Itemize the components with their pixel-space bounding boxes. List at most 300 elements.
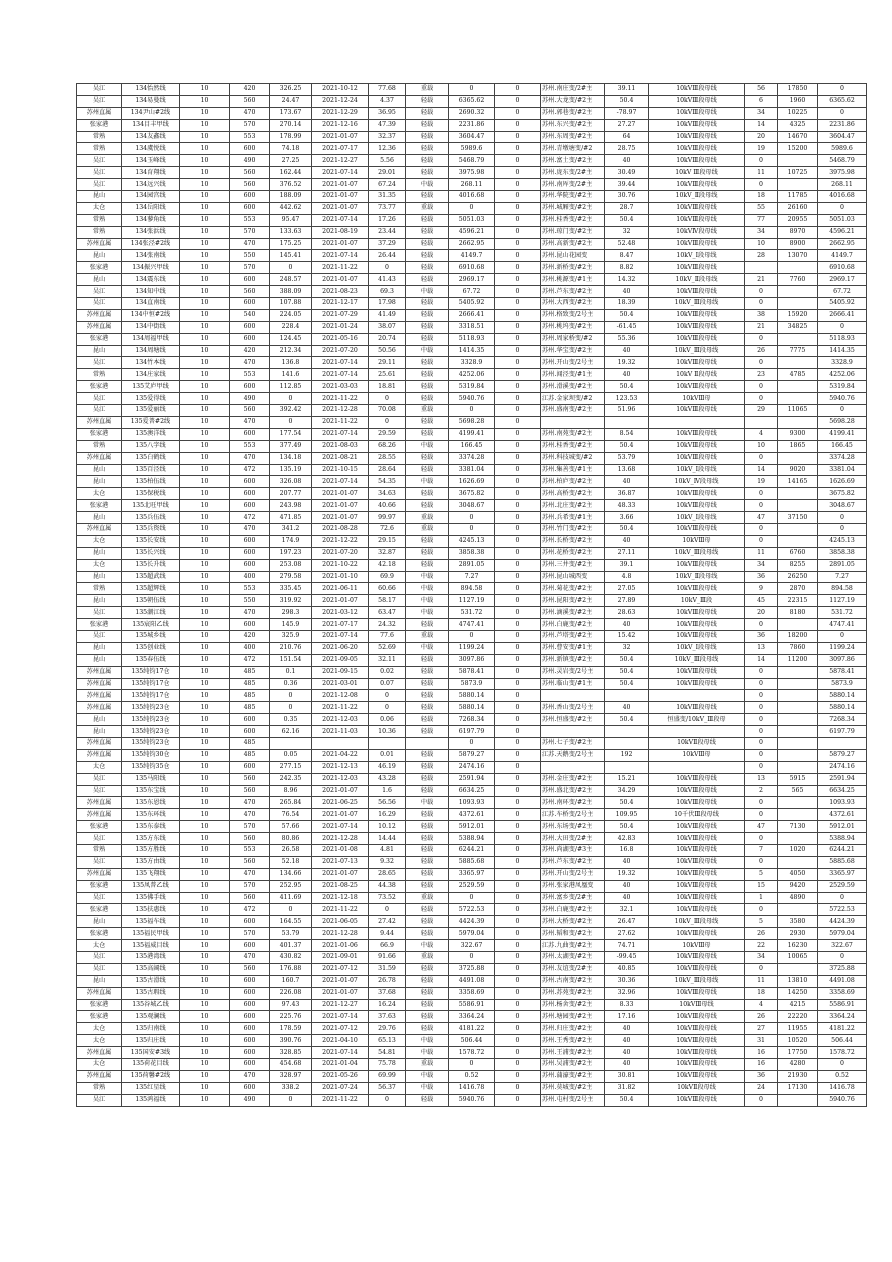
cell-open-capacity: 6634.25 — [818, 785, 867, 797]
cell-open-capacity: 3975.98 — [818, 167, 867, 179]
cell-voltage-kv: 10 — [180, 345, 230, 357]
cell-installed-capacity — [778, 963, 818, 975]
cell-user-count: 0 — [745, 666, 778, 678]
cell-substation-transformer: 苏州.蒲濠变/#2主 — [541, 1070, 605, 1082]
cell-peak-date: 2021-10-15 — [312, 464, 369, 476]
cell-voltage-kv: 10 — [180, 143, 230, 155]
cell-rated-capacity: 600 — [230, 761, 270, 773]
cell-voltage-kv: 10 — [180, 179, 230, 191]
cell-bus-section: 10kVⅢ段母线 — [649, 797, 745, 809]
cell-line-name: 135凤普乙线 — [122, 880, 180, 892]
cell-user-count: 34 — [745, 107, 778, 119]
cell-user-count: 0 — [745, 155, 778, 167]
cell-transformer-load-rate: 40 — [605, 1023, 649, 1035]
cell-substation-transformer: 苏州.东周变/#2主 — [541, 131, 605, 143]
cell-load-status: 轻载 — [406, 381, 449, 393]
cell-peak-date: 2021-12-28 — [312, 405, 369, 417]
cell-bus-section: 10kVⅢ母 — [649, 535, 745, 547]
cell-max-load: 377.49 — [270, 440, 312, 452]
cell-rated-capacity: 553 — [230, 845, 270, 857]
cell-load-rate: 50.56 — [369, 345, 406, 357]
cell-open-capacity: 5885.68 — [818, 856, 867, 868]
cell-load-status: 中载 — [406, 440, 449, 452]
cell-peak-date: 2021-09-05 — [312, 654, 369, 666]
cell-available-capacity: 322.67 — [449, 940, 495, 952]
cell-user-count: 0 — [745, 749, 778, 761]
cell-installed-capacity: 7760 — [778, 274, 818, 286]
cell-open-capacity: 0 — [818, 405, 867, 417]
cell-substation-transformer: 苏州.曹安变/#1主 — [541, 642, 605, 654]
cell-max-load: 164.55 — [270, 916, 312, 928]
cell-max-load: 145.9 — [270, 619, 312, 631]
cell-load-status: 轻载 — [406, 321, 449, 333]
cell-bus-section: 10kV_Ⅰ段母线 — [649, 512, 745, 524]
table-row — [77, 654, 867, 666]
cell-open-capacity: 0 — [818, 512, 867, 524]
cell-load-rate: 0 — [369, 904, 406, 916]
cell-load-status: 轻载 — [406, 428, 449, 440]
cell-voltage-kv: 10 — [180, 678, 230, 690]
cell-line-name: 134玉峰线 — [122, 155, 180, 167]
cell-load-status: 轻载 — [406, 155, 449, 167]
cell-reserved-capacity: 0 — [495, 868, 541, 880]
cell-transformer-load-rate: 3.66 — [605, 512, 649, 524]
cell-transformer-load-rate: 64 — [605, 131, 649, 143]
cell-user-count: 0 — [745, 797, 778, 809]
cell-reserved-capacity: 0 — [495, 999, 541, 1011]
cell-substation-transformer: 苏州.王浦变/#2主 — [541, 1047, 605, 1059]
cell-region: 昆山 — [77, 975, 122, 987]
cell-reserved-capacity: 0 — [495, 690, 541, 702]
table-row — [77, 666, 867, 678]
cell-rated-capacity: 600 — [230, 1023, 270, 1035]
cell-rated-capacity: 470 — [230, 452, 270, 464]
cell-load-status: 中载 — [406, 607, 449, 619]
cell-transformer-load-rate: 30.36 — [605, 975, 649, 987]
cell-line-name: 135超辉线 — [122, 583, 180, 595]
table-row — [77, 381, 867, 393]
cell-transformer-load-rate: 8.82 — [605, 262, 649, 274]
cell-open-capacity: 1127.19 — [818, 595, 867, 607]
cell-region: 张家港 — [77, 619, 122, 631]
cell-substation-transformer: 苏州.开山变/2号主 — [541, 868, 605, 880]
cell-load-status: 轻载 — [406, 761, 449, 773]
cell-voltage-kv: 10 — [180, 523, 230, 535]
cell-reserved-capacity: 0 — [495, 476, 541, 488]
cell-max-load: 335.45 — [270, 583, 312, 595]
cell-max-load: 176.88 — [270, 963, 312, 975]
cell-user-count: 34 — [745, 559, 778, 571]
cell-open-capacity: 5873.9 — [818, 678, 867, 690]
cell-transformer-load-rate: 18.39 — [605, 298, 649, 310]
cell-available-capacity: 3358.69 — [449, 987, 495, 999]
cell-available-capacity: 5989.6 — [449, 143, 495, 155]
cell-voltage-kv: 10 — [180, 785, 230, 797]
cell-substation-transformer: 苏州.芦东变/#2主 — [541, 856, 605, 868]
cell-line-name: 135兵伍线 — [122, 512, 180, 524]
cell-reserved-capacity: 0 — [495, 179, 541, 191]
cell-user-count: 0 — [745, 393, 778, 405]
cell-available-capacity: 5912.01 — [449, 821, 495, 833]
cell-bus-section: 10kVⅢ段母线 — [649, 238, 745, 250]
cell-region: 吴江 — [77, 393, 122, 405]
cell-region: 太仓 — [77, 535, 122, 547]
cell-max-load: 80.86 — [270, 833, 312, 845]
cell-transformer-load-rate: 40 — [605, 856, 649, 868]
cell-user-count: 47 — [745, 512, 778, 524]
cell-rated-capacity: 472 — [230, 654, 270, 666]
cell-load-status: 轻载 — [406, 262, 449, 274]
cell-available-capacity: 0 — [449, 405, 495, 417]
cell-load-rate: 0.06 — [369, 714, 406, 726]
cell-available-capacity: 4424.39 — [449, 916, 495, 928]
cell-bus-section: 10kVⅢ母 — [649, 393, 745, 405]
cell-transformer-load-rate: 50.4 — [605, 95, 649, 107]
cell-peak-date: 2021-12-28 — [312, 833, 369, 845]
cell-open-capacity: 5319.84 — [818, 381, 867, 393]
cell-available-capacity: 3604.47 — [449, 131, 495, 143]
cell-installed-capacity — [778, 809, 818, 821]
cell-line-name: 134目丰甲线 — [122, 119, 180, 131]
cell-voltage-kv: 10 — [180, 642, 230, 654]
cell-line-name: 135纯钧17仓 — [122, 666, 180, 678]
cell-load-rate: 70.08 — [369, 405, 406, 417]
cell-reserved-capacity: 0 — [495, 785, 541, 797]
cell-region: 吴江 — [77, 856, 122, 868]
cell-installed-capacity: 13070 — [778, 250, 818, 262]
cell-load-status: 重载 — [406, 892, 449, 904]
cell-bus-section: 10kVⅢ段母线 — [649, 155, 745, 167]
cell-load-rate: 18.81 — [369, 381, 406, 393]
cell-load-rate: 41.43 — [369, 274, 406, 286]
cell-user-count: 11 — [745, 547, 778, 559]
table-row — [77, 262, 867, 274]
cell-installed-capacity: 11065 — [778, 405, 818, 417]
cell-user-count: 16 — [745, 1059, 778, 1071]
cell-voltage-kv: 10 — [180, 999, 230, 1011]
cell-available-capacity: 5885.68 — [449, 856, 495, 868]
cell-load-status: 轻载 — [406, 131, 449, 143]
table-row — [77, 333, 867, 345]
cell-voltage-kv: 10 — [180, 512, 230, 524]
cell-substation-transformer: 苏州.滴溪变/#2主 — [541, 607, 605, 619]
cell-voltage-kv: 10 — [180, 84, 230, 96]
table-row — [77, 1082, 867, 1094]
cell-region: 常熟 — [77, 583, 122, 595]
cell-user-count: 34 — [745, 226, 778, 238]
cell-peak-date: 2021-01-07 — [312, 595, 369, 607]
cell-user-count: 5 — [745, 916, 778, 928]
table-row — [77, 95, 867, 107]
cell-peak-date: 2021-07-14 — [312, 167, 369, 179]
cell-open-capacity: 4491.08 — [818, 975, 867, 987]
table-row — [77, 797, 867, 809]
table-row — [77, 238, 867, 250]
table-row — [77, 250, 867, 262]
cell-voltage-kv: 10 — [180, 226, 230, 238]
table-row — [77, 155, 867, 167]
cell-open-capacity: 4149.7 — [818, 250, 867, 262]
cell-line-name: 134岳阳线 — [122, 202, 180, 214]
cell-rated-capacity: 600 — [230, 476, 270, 488]
cell-rated-capacity: 560 — [230, 963, 270, 975]
cell-installed-capacity: 2930 — [778, 928, 818, 940]
cell-transformer-load-rate: 40 — [605, 1047, 649, 1059]
cell-substation-transformer: 苏州.开山变/2号主 — [541, 357, 605, 369]
cell-load-rate: 77.68 — [369, 84, 406, 96]
cell-rated-capacity: 600 — [230, 975, 270, 987]
cell-transformer-load-rate: 55.36 — [605, 333, 649, 345]
cell-bus-section: 10kVⅢ段母线 — [649, 1094, 745, 1106]
cell-available-capacity: 6910.68 — [449, 262, 495, 274]
cell-max-load: 134.66 — [270, 868, 312, 880]
cell-bus-section: 10kVⅢ段母线 — [649, 833, 745, 845]
cell-substation-transformer: 苏州.桂香变/#2主 — [541, 440, 605, 452]
cell-reserved-capacity: 0 — [495, 84, 541, 96]
cell-max-load: 388.09 — [270, 286, 312, 298]
cell-rated-capacity: 470 — [230, 809, 270, 821]
cell-load-status: 轻载 — [406, 845, 449, 857]
cell-transformer-load-rate: 40 — [605, 286, 649, 298]
cell-transformer-load-rate: 51.96 — [605, 405, 649, 417]
cell-transformer-load-rate: 40 — [605, 476, 649, 488]
cell-user-count: 14 — [745, 654, 778, 666]
cell-load-rate: 16.24 — [369, 999, 406, 1011]
cell-installed-capacity — [778, 797, 818, 809]
cell-load-rate: 91.66 — [369, 952, 406, 964]
cell-installed-capacity: 14165 — [778, 476, 818, 488]
table-row — [77, 1059, 867, 1071]
cell-voltage-kv: 10 — [180, 868, 230, 880]
cell-bus-section: 10kV_Ⅲ段母线 — [649, 975, 745, 987]
cell-load-status: 轻载 — [406, 678, 449, 690]
cell-line-name: 135港湾线 — [122, 952, 180, 964]
cell-open-capacity: 3364.24 — [818, 1011, 867, 1023]
cell-installed-capacity: 7775 — [778, 345, 818, 357]
cell-installed-capacity — [778, 298, 818, 310]
cell-reserved-capacity: 0 — [495, 583, 541, 595]
cell-open-capacity: 3365.97 — [818, 868, 867, 880]
cell-max-load: 390.76 — [270, 1035, 312, 1047]
cell-load-status: 中载 — [406, 179, 449, 191]
cell-transformer-load-rate: 4.8 — [605, 571, 649, 583]
cell-region: 张家港 — [77, 119, 122, 131]
cell-voltage-kv: 10 — [180, 833, 230, 845]
cell-reserved-capacity: 0 — [495, 1035, 541, 1047]
cell-installed-capacity — [778, 690, 818, 702]
cell-load-rate: 4.37 — [369, 95, 406, 107]
cell-installed-capacity: 22220 — [778, 1011, 818, 1023]
cell-peak-date: 2021-01-07 — [312, 131, 369, 143]
cell-bus-section: 10kVⅢ段母线 — [649, 405, 745, 417]
cell-available-capacity: 3364.24 — [449, 1011, 495, 1023]
cell-load-status: 轻载 — [406, 250, 449, 262]
cell-voltage-kv: 10 — [180, 547, 230, 559]
cell-open-capacity: 5880.14 — [818, 690, 867, 702]
cell-bus-section: 10kVⅢ段母线 — [649, 95, 745, 107]
cell-load-status: 轻载 — [406, 298, 449, 310]
table-row — [77, 428, 867, 440]
cell-voltage-kv: 10 — [180, 702, 230, 714]
cell-load-rate: 31.59 — [369, 963, 406, 975]
cell-region: 吴江 — [77, 84, 122, 96]
cell-voltage-kv: 10 — [180, 975, 230, 987]
cell-transformer-load-rate: 50.4 — [605, 714, 649, 726]
table-row — [77, 952, 867, 964]
cell-region: 吴江 — [77, 1094, 122, 1106]
cell-region: 苏州直属 — [77, 690, 122, 702]
cell-user-count: 13 — [745, 773, 778, 785]
cell-open-capacity: 2591.94 — [818, 773, 867, 785]
cell-max-load: 401.37 — [270, 940, 312, 952]
cell-region: 常熟 — [77, 1082, 122, 1094]
cell-bus-section: 10kVⅡ段母线 — [649, 1082, 745, 1094]
cell-region: 常熟 — [77, 369, 122, 381]
cell-peak-date: 2021-12-27 — [312, 155, 369, 167]
cell-reserved-capacity: 0 — [495, 131, 541, 143]
cell-transformer-load-rate: 32 — [605, 226, 649, 238]
cell-max-load: 0.05 — [270, 749, 312, 761]
cell-transformer-load-rate: 19.32 — [605, 357, 649, 369]
cell-rated-capacity: 490 — [230, 1094, 270, 1106]
cell-reserved-capacity: 0 — [495, 143, 541, 155]
cell-user-count: 0 — [745, 714, 778, 726]
cell-open-capacity: 3725.88 — [818, 963, 867, 975]
cell-line-name: 134张浜线 — [122, 226, 180, 238]
cell-user-count: 19 — [745, 143, 778, 155]
cell-substation-transformer: 苏州.塘园变/#2主 — [541, 1011, 605, 1023]
cell-max-load: 178.99 — [270, 131, 312, 143]
cell-load-rate: 29.01 — [369, 167, 406, 179]
cell-max-load: 53.79 — [270, 928, 312, 940]
cell-line-name: 135观澜线 — [122, 1011, 180, 1023]
cell-voltage-kv: 10 — [180, 987, 230, 999]
cell-voltage-kv: 10 — [180, 737, 230, 749]
cell-peak-date: 2021-11-22 — [312, 393, 369, 405]
cell-transformer-load-rate: 30.49 — [605, 167, 649, 179]
cell-load-rate: 0 — [369, 690, 406, 702]
cell-bus-section — [649, 416, 745, 428]
cell-open-capacity: 0.52 — [818, 1070, 867, 1082]
cell-peak-date: 2021-11-22 — [312, 702, 369, 714]
cell-load-status: 轻载 — [406, 833, 449, 845]
cell-substation-transformer: 苏州.桂香变/#2主 — [541, 214, 605, 226]
table-row — [77, 214, 867, 226]
cell-load-rate: 1.6 — [369, 785, 406, 797]
cell-bus-section: 10kVⅢ段母线 — [649, 333, 745, 345]
cell-rated-capacity: 600 — [230, 191, 270, 203]
cell-user-count: 31 — [745, 1035, 778, 1047]
table-row — [77, 393, 867, 405]
table-row — [77, 321, 867, 333]
cell-open-capacity: 7268.34 — [818, 714, 867, 726]
cell-available-capacity: 7268.34 — [449, 714, 495, 726]
cell-line-name: 135方东线 — [122, 833, 180, 845]
cell-user-count: 23 — [745, 369, 778, 381]
cell-rated-capacity: 470 — [230, 523, 270, 535]
cell-user-count: 0 — [745, 678, 778, 690]
cell-load-status: 轻载 — [406, 500, 449, 512]
cell-available-capacity: 4747.41 — [449, 619, 495, 631]
cell-user-count: 0 — [745, 809, 778, 821]
cell-voltage-kv: 10 — [180, 880, 230, 892]
cell-open-capacity: 4596.21 — [818, 226, 867, 238]
cell-load-status: 中载 — [406, 583, 449, 595]
cell-user-count: 36 — [745, 571, 778, 583]
cell-installed-capacity — [778, 856, 818, 868]
table-row — [77, 809, 867, 821]
cell-transformer-load-rate: 40 — [605, 619, 649, 631]
cell-peak-date: 2021-07-14 — [312, 250, 369, 262]
cell-available-capacity: 1127.19 — [449, 595, 495, 607]
cell-installed-capacity: 10225 — [778, 107, 818, 119]
cell-peak-date — [312, 737, 369, 749]
cell-user-count: 20 — [745, 607, 778, 619]
cell-line-name: 134育翔线 — [122, 167, 180, 179]
cell-user-count: 0 — [745, 619, 778, 631]
cell-transformer-load-rate: 8.54 — [605, 428, 649, 440]
cell-transformer-load-rate: 50.4 — [605, 821, 649, 833]
cell-voltage-kv: 10 — [180, 167, 230, 179]
cell-region: 苏州直属 — [77, 238, 122, 250]
cell-user-count: 11 — [745, 975, 778, 987]
table-row — [77, 107, 867, 119]
cell-open-capacity: 1626.69 — [818, 476, 867, 488]
cell-available-capacity: 1093.93 — [449, 797, 495, 809]
cell-voltage-kv: 10 — [180, 262, 230, 274]
cell-user-count: 0 — [745, 833, 778, 845]
cell-region: 昆山 — [77, 274, 122, 286]
cell-transformer-load-rate: 50.4 — [605, 440, 649, 452]
cell-substation-transformer: 苏州.桃坞变/#2主 — [541, 321, 605, 333]
cell-available-capacity: 3097.86 — [449, 654, 495, 666]
table-row — [77, 737, 867, 749]
table-row — [77, 191, 867, 203]
cell-load-rate: 36.95 — [369, 107, 406, 119]
cell-region: 太仓 — [77, 1035, 122, 1047]
cell-available-capacity: 2891.05 — [449, 559, 495, 571]
cell-installed-capacity — [778, 749, 818, 761]
cell-transformer-load-rate: 30.81 — [605, 1070, 649, 1082]
cell-peak-date: 2021-01-07 — [312, 809, 369, 821]
cell-open-capacity: 5118.93 — [818, 333, 867, 345]
cell-region: 昆山 — [77, 512, 122, 524]
cell-load-rate: 14.44 — [369, 833, 406, 845]
cell-user-count: 14 — [745, 119, 778, 131]
cell-load-rate: 0 — [369, 702, 406, 714]
cell-rated-capacity: 400 — [230, 642, 270, 654]
cell-max-load: 277.15 — [270, 761, 312, 773]
cell-installed-capacity: 565 — [778, 785, 818, 797]
table-row — [77, 298, 867, 310]
cell-region: 张家港 — [77, 381, 122, 393]
cell-load-rate: 10.36 — [369, 726, 406, 738]
cell-rated-capacity: 600 — [230, 1047, 270, 1059]
cell-voltage-kv: 10 — [180, 749, 230, 761]
cell-transformer-load-rate: 40 — [605, 880, 649, 892]
cell-available-capacity: 6365.62 — [449, 95, 495, 107]
cell-installed-capacity — [778, 1094, 818, 1106]
cell-line-name: 135福威目线 — [122, 940, 180, 952]
cell-open-capacity — [818, 737, 867, 749]
cell-user-count: 27 — [745, 1023, 778, 1035]
cell-installed-capacity: 15200 — [778, 143, 818, 155]
cell-transformer-load-rate: 8.47 — [605, 250, 649, 262]
cell-transformer-load-rate: 192 — [605, 749, 649, 761]
cell-installed-capacity: 5915 — [778, 773, 818, 785]
cell-bus-section: 10kV Ⅲ段母线 — [649, 167, 745, 179]
cell-substation-transformer: 苏州.灵岩变/2号主 — [541, 666, 605, 678]
